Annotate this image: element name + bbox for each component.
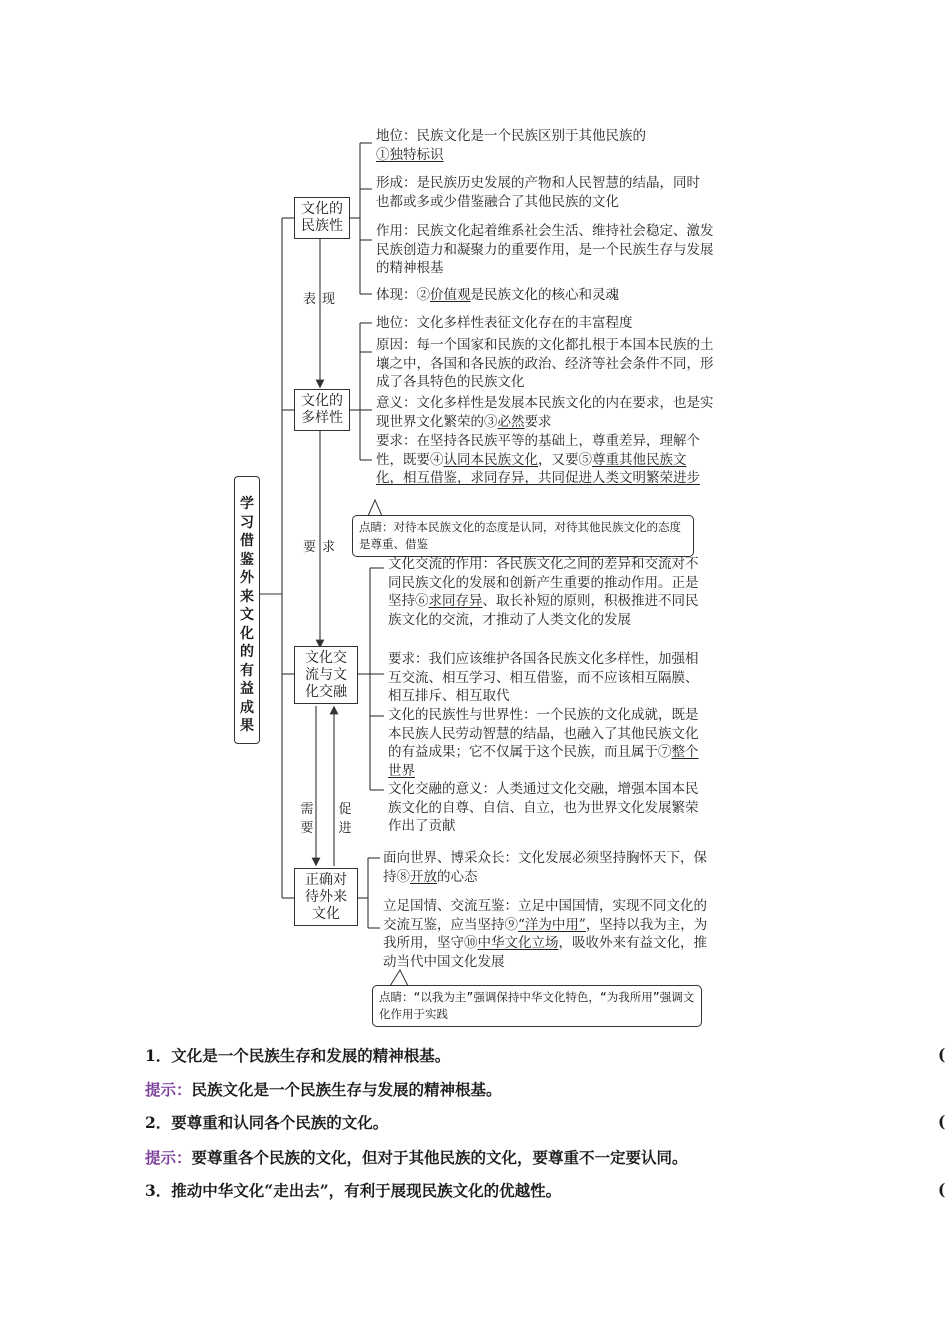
label-yaoqiu-text: 要求 bbox=[302, 540, 341, 555]
question-2 bbox=[145, 1112, 388, 1134]
node-minzuxing bbox=[294, 197, 350, 239]
hint-2 bbox=[145, 1147, 688, 1169]
hint-2-text: 要尊重各个民族的文化，但对于其他民族的文化，要尊重不一定要认同。 bbox=[191, 1148, 688, 1167]
label-xuyao bbox=[300, 800, 314, 838]
label-cujin bbox=[338, 800, 352, 838]
sec3-jiaorong-text: 文化交融的意义：人类通过文化交融，增强本国本民族文化的自尊、自信、自立，也为世界文化发展繁荣作出了贡献 bbox=[388, 781, 699, 834]
label-cujin-text: 促进 bbox=[338, 802, 352, 836]
note-dianjing-2-text: 点睛：“以我为主”强调保持中华文化特色，“为我所用”强调文化作用于实践 bbox=[379, 990, 695, 1021]
root-text: 学习借鉴外来文化的有益成果 bbox=[240, 496, 254, 734]
blank-6: 求同存异 bbox=[428, 593, 483, 609]
sec4-lizu-c: ，吸收外来有益文化，推动当代中国文化发展 bbox=[383, 935, 707, 970]
note-dianjing-1-text: 点睛：对待本民族文化的态度是认同，对待其他民族文化的态度是尊重、借鉴 bbox=[359, 520, 681, 551]
question-1-text: 1．文化是一个民族生存和发展的精神根基。 bbox=[145, 1046, 451, 1065]
sec3-zuoyong-b: 、取长补短的原则，积极推进不同民族文化的交流，才推动了人类文化的发展 bbox=[388, 593, 699, 628]
sec4-lizu-b: ，坚持以我为主，为我所用，坚守⑩ bbox=[383, 916, 708, 951]
answer-paren-3[interactable] bbox=[938, 1180, 945, 1199]
answer-paren-2[interactable] bbox=[938, 1112, 945, 1131]
sec2-diwei bbox=[376, 314, 716, 333]
sec1-xingcheng bbox=[376, 174, 711, 211]
sec1-tixian-b: 是民族文化的核心和灵魂 bbox=[470, 287, 619, 303]
label-biao bbox=[302, 290, 341, 309]
question-3 bbox=[145, 1180, 561, 1202]
sec1-xingcheng-text: 形成：是民族历史发展的产物和人民智慧的结晶，同时也都或多或少借鉴融合了其他民族的文化 bbox=[376, 175, 700, 210]
sec4-mianxiang-a: 面向世界、博采众长：文化发展必须坚持胸怀天下，保持⑧ bbox=[383, 850, 707, 885]
blank-7: 整个世界 bbox=[388, 744, 699, 779]
sec2-diwei-text: 地位：文化多样性表征文化存在的丰富程度 bbox=[376, 315, 633, 331]
sec2-yuanyin-text: 原因：每一个国家和民族的文化都扎根于本国本民族的土壤之中，各国和各民族的政治、经济等社会条件不同，形成了各具特色的民族文化 bbox=[376, 337, 714, 390]
note-dianjing-2 bbox=[372, 985, 702, 1027]
sec2-yiyi-b: 要求 bbox=[524, 413, 552, 430]
label-xuyao-text: 需要 bbox=[300, 802, 314, 836]
sec3-jiaorong bbox=[388, 780, 710, 836]
sec2-yaoqiu bbox=[376, 432, 706, 488]
hint-2-label: 提示： bbox=[145, 1148, 192, 1167]
node-minzuxing-label: 文化的民族性 bbox=[301, 201, 343, 234]
sec3-yaoqiu bbox=[388, 650, 710, 706]
sec3-minzuxing-a: 文化的民族性与世界性：一个民族的文化成就，既是本民族人民劳动智慧的结晶，也融入了其他民族文化的有益成果；它不仅属于这个民族，而且属于⑦ bbox=[388, 707, 699, 760]
hint-1-label: 提示： bbox=[145, 1080, 192, 1099]
blank-5: 尊重其他民族文化，相互借鉴，求同存异，共同促进人类文明繁荣进步 bbox=[376, 451, 700, 486]
question-1 bbox=[145, 1045, 450, 1067]
label-biaoxian-text: 表现 bbox=[302, 292, 341, 307]
sec4-lizu-a: 立足国情、交流互鉴：立足中国国情，实现不同文化的交流互鉴，应当坚持⑨ bbox=[383, 898, 707, 933]
sec3-yaoqiu-text: 要求：我们应该维护各国各民族文化多样性，加强相互交流、相互学习、相互借鉴，而不应该相互隔膜、相互排斥、相互取代 bbox=[388, 651, 699, 704]
sec4-mianxiang bbox=[383, 849, 718, 886]
sec1-tixian bbox=[376, 286, 716, 305]
sec1-zuoyong bbox=[376, 222, 716, 278]
hint-1-text: 民族文化是一个民族生存与发展的精神根基。 bbox=[191, 1080, 502, 1099]
sec3-minzuxing bbox=[388, 706, 710, 780]
question-3-text: 3．推动中华文化“走出去”，有利于展现民族文化的优越性。 bbox=[145, 1181, 562, 1200]
sec4-mianxiang-b: 的心态 bbox=[437, 868, 478, 885]
sec1-diwei bbox=[376, 127, 711, 164]
sec2-yiyi-a: 意义：文化多样性是发展本民族文化的内在要求，也是实现世界文化繁荣的③ bbox=[376, 395, 714, 430]
node-zhengque-label: 正确对待外来文化 bbox=[305, 871, 347, 922]
sec2-yuanyin bbox=[376, 336, 714, 392]
label-yaoqiu bbox=[302, 538, 341, 557]
blank-8: 开放 bbox=[410, 868, 437, 885]
sec2-yiyi bbox=[376, 394, 714, 431]
node-zhengque bbox=[294, 868, 358, 926]
blank-9: “洋为中用” bbox=[518, 916, 586, 933]
sec2-yaoqiu-b: ，又要⑤ bbox=[538, 451, 592, 468]
blank-1: ①独特标识 bbox=[376, 146, 444, 163]
root-topic bbox=[234, 476, 260, 744]
note-dianjing-1 bbox=[352, 515, 694, 557]
node-jiaorong-label: 文化交流与文化交融 bbox=[305, 649, 347, 700]
answer-paren-3-text: ( bbox=[938, 1180, 946, 1199]
blank-3: 必然 bbox=[497, 413, 525, 430]
answer-paren-1[interactable] bbox=[938, 1045, 945, 1064]
sec1-zuoyong-text: 作用：民族文化起着维系社会生活、维持社会稳定、激发民族创造力和凝聚力的重要作用，是一个民族生存与发展的精神根基 bbox=[376, 223, 714, 276]
answer-paren-1-text: ( bbox=[938, 1045, 946, 1064]
sec3-zuoyong-a: 文化交流的作用：各民族文化之间的差异和交流对不同民族文化的发展和创新产生重要的推动作用。正是坚持⑥ bbox=[388, 556, 699, 609]
question-2-text: 2．要尊重和认同各个民族的文化。 bbox=[145, 1113, 389, 1132]
sec1-tixian-a: 体现：② bbox=[376, 287, 430, 303]
hint-1 bbox=[145, 1079, 502, 1101]
answer-paren-2-text: ( bbox=[938, 1112, 946, 1131]
sec1-diwei-text: 地位：民族文化是一个民族区别于其他民族的 bbox=[376, 128, 646, 144]
blank-10: 中华文化立场 bbox=[477, 935, 559, 951]
blank-2: 价值观 bbox=[430, 287, 471, 303]
sec3-zuoyong bbox=[388, 555, 710, 629]
node-jiaorong bbox=[294, 646, 358, 704]
node-duoyangxing bbox=[294, 389, 350, 431]
sec4-lizu bbox=[383, 897, 718, 971]
blank-4: 认同本民族文化 bbox=[443, 451, 538, 468]
sec2-yaoqiu-a: 要求：在坚持各民族平等的基础上，尊重差异，理解个性，既要④ bbox=[376, 433, 700, 468]
node-duoyangxing-label: 文化的多样性 bbox=[301, 393, 343, 426]
